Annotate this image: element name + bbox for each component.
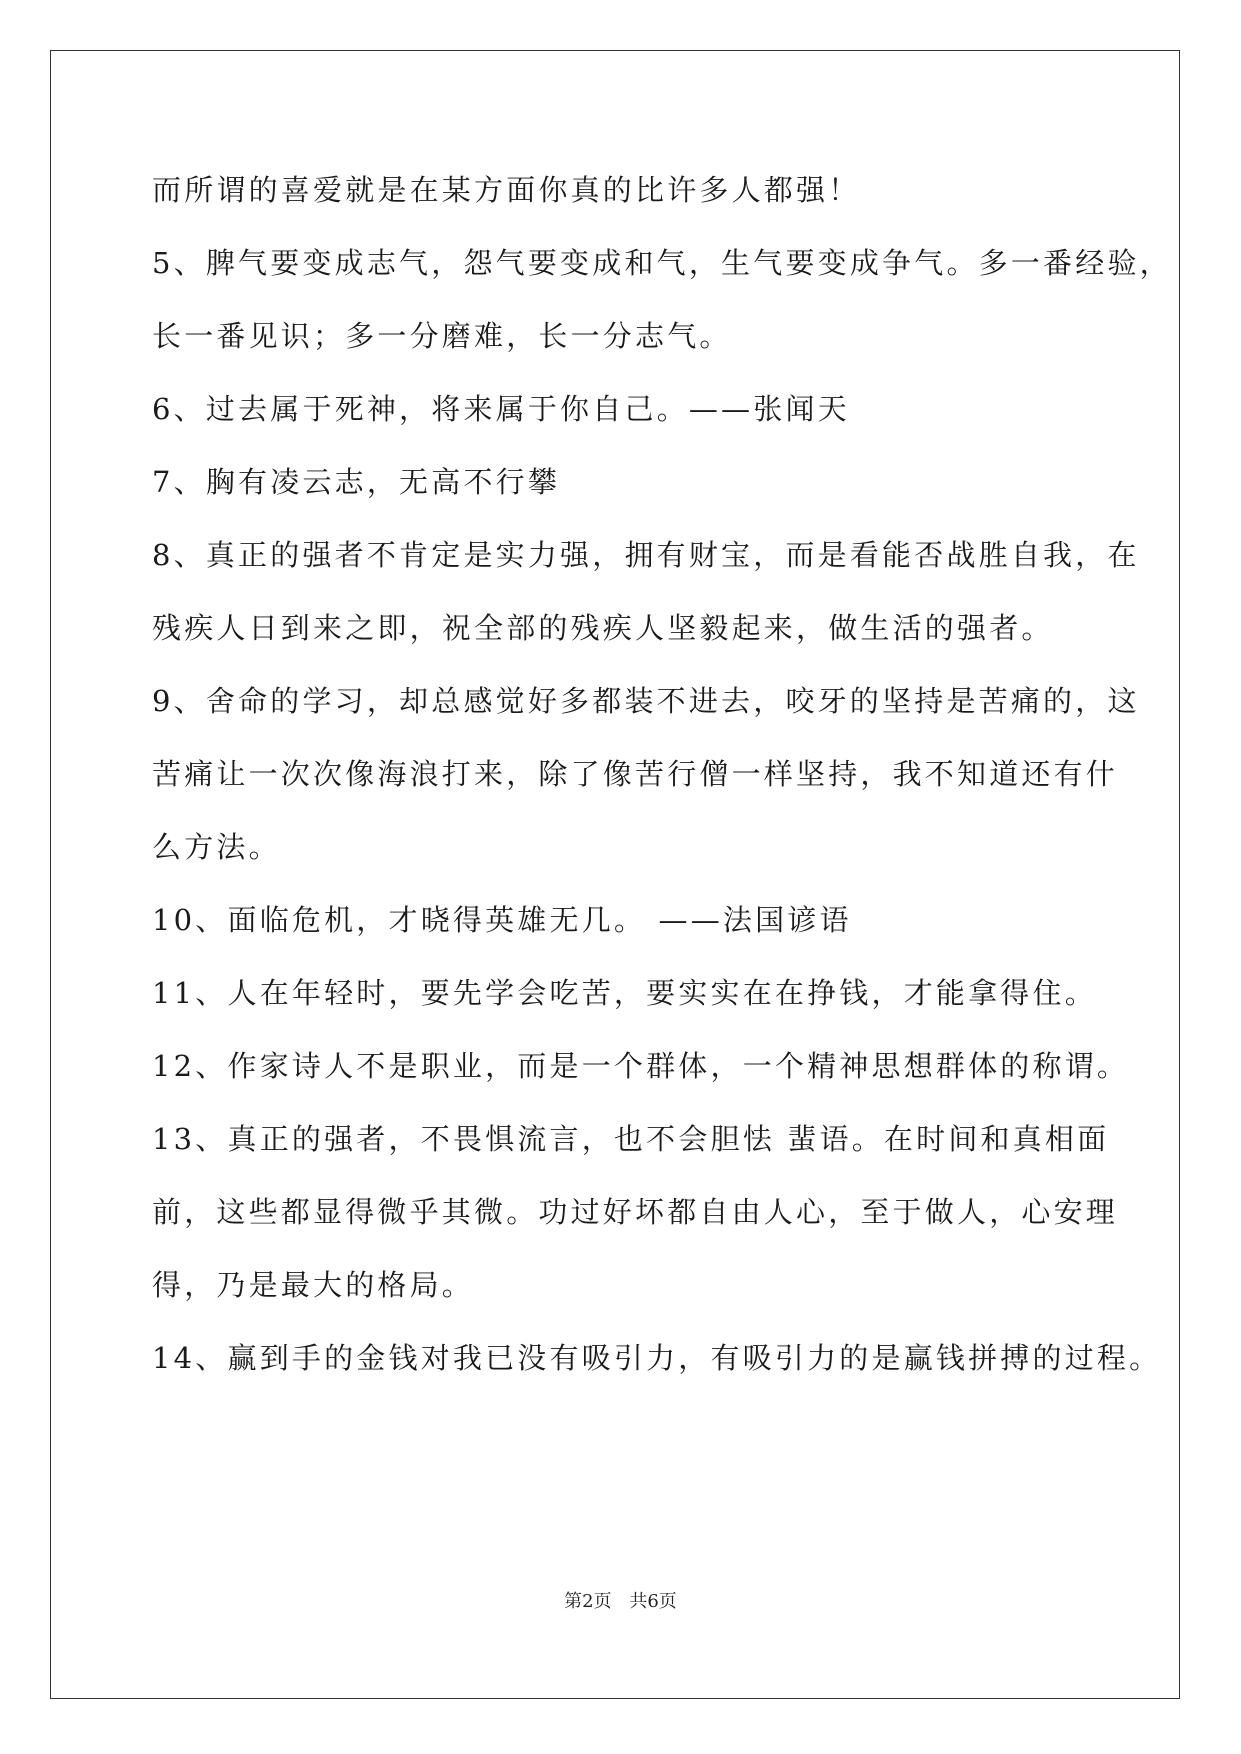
text-line: 而所谓的喜爱就是在某方面你真的比许多人都强！ [152, 173, 861, 207]
text-line: 9、舍命的学习，却总感觉好多都装不进去，咬牙的坚持是苦痛的，这 [152, 684, 1140, 718]
page-frame [50, 50, 1180, 1699]
page-footer [0, 1590, 1241, 1614]
text-line: 7、胸有凌云志，无高不行攀 [152, 465, 561, 499]
text-line: 10、面临危机，才晓得英雄无几。 ——法国谚语 [152, 903, 852, 937]
text-line: 残疾人日到来之即，祝全部的残疾人坚毅起来，做生活的强者。 [152, 611, 1054, 645]
text-line: 前，这些都显得微乎其微。功过好坏都自由人心，至于做人，心安理 [152, 1195, 1119, 1229]
page-number: 第2页 [564, 1591, 612, 1612]
page-total: 共6页 [629, 1591, 677, 1612]
text-line: 得，乃是最大的格局。 [152, 1268, 475, 1302]
text-line: 13、真正的强者，不畏惧流言，也不会胆怯 蜚语。在时间和真相面 [152, 1122, 1110, 1156]
text-line: 11、人在年轻时，要先学会吃苦，要实实在在挣钱，才能拿得住。 [152, 976, 1097, 1010]
text-line: 12、作家诗人不是职业，而是一个群体，一个精神思想群体的称谓。 [152, 1049, 1130, 1083]
text-line: 么方法。 [152, 830, 281, 864]
text-line: 6、过去属于死神，将来属于你自己。——张闻天 [152, 392, 850, 426]
text-line: 5、脾气要变成志气，怨气要变成和气，生气要变成争气。多一番经验， [152, 246, 1172, 280]
text-line: 苦痛让一次次像海浪打来，除了像苦行僧一样坚持，我不知道还有什 [152, 757, 1119, 791]
text-line: 8、真正的强者不肯定是实力强，拥有财宝，而是看能否战胜自我，在 [152, 538, 1140, 572]
text-line: 长一番见识；多一分磨难，长一分志气。 [152, 319, 732, 353]
text-line: 14、赢到手的金钱对我已没有吸引力，有吸引力的是赢钱拼搏的过程。 [152, 1341, 1162, 1375]
